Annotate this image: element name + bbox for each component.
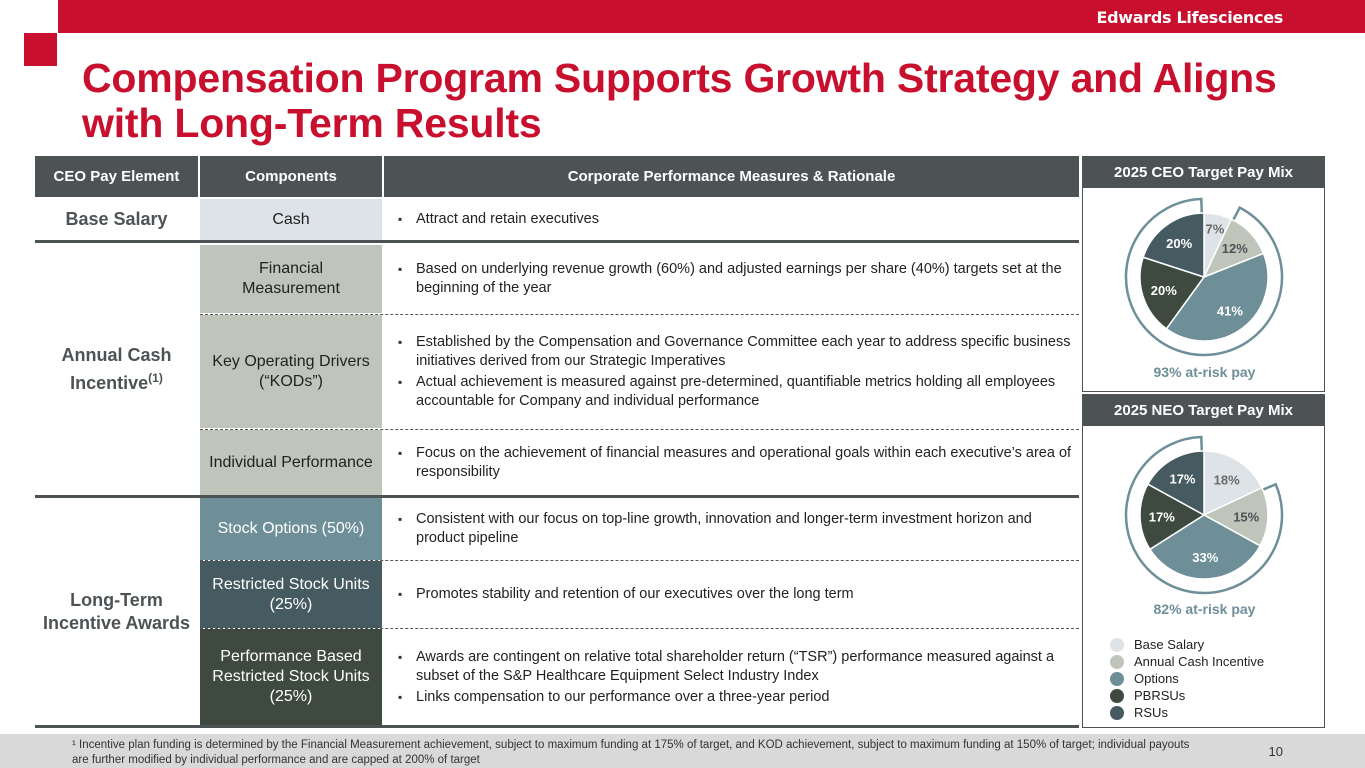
bullet-text: ▪ Actual achievement is measured against pre-determined, quantifiable metrics holding all employees accountable for Company and individual performance	[398, 373, 1078, 411]
desc-rsus	[398, 561, 1078, 628]
bullet-text: ▪ Promotes stability and retention of our executives over the long term	[398, 585, 854, 604]
legend-swatch	[1110, 689, 1124, 703]
ceo-pay-mix-pie	[1083, 157, 1326, 393]
row-divider	[35, 725, 1079, 728]
bullet-text: ▪ Links compensation to our performance over a three-year period	[398, 688, 1078, 707]
pie-label: 20%	[1150, 283, 1177, 299]
component-individual-performance: Individual Performance	[200, 430, 382, 495]
element-long-term: Long-Term Incentive Awards	[42, 589, 191, 633]
legend-label: RSUs	[1134, 705, 1168, 720]
legend-swatch	[1110, 638, 1124, 652]
legend-swatch	[1110, 672, 1124, 686]
element-annual-cash	[35, 243, 198, 495]
desc-financial-measurement	[398, 245, 1078, 313]
brand-name: Edwards Lifesciences	[1096, 8, 1283, 27]
desc-base-salary	[398, 199, 1078, 240]
pie-label: 33%	[1192, 550, 1219, 566]
header-pay-element: CEO Pay Element	[35, 156, 198, 197]
bullet-text: ▪ Based on underlying revenue growth (60%) and adjusted earnings per share (40%) targets set at the beginning of the year	[398, 260, 1078, 298]
footnote-ref: (1)	[148, 370, 163, 385]
component-cash: Cash	[200, 199, 382, 240]
legend-label: Options	[1134, 671, 1179, 686]
pay-mix-legend	[1110, 636, 1264, 721]
legend-label: Base Salary	[1134, 637, 1205, 652]
pie-label: 18%	[1213, 472, 1240, 488]
desc-pbrsus	[398, 629, 1078, 725]
legend-label: PBRSUs	[1134, 688, 1186, 703]
table-header	[35, 156, 1079, 197]
pie-label: 17%	[1148, 509, 1175, 525]
bullet-text: ▪ Focus on the achievement of financial measures and operational goals within each executive’s area of responsibility	[398, 444, 1078, 482]
pie-label: 41%	[1216, 303, 1243, 319]
bullet-text: ▪ Consistent with our focus on top-line growth, innovation and longer-term investment horizon and product pipeline	[398, 510, 1078, 548]
footnote: ¹ Incentive plan funding is determined by the Financial Measurement achievement, subject to maximum funding at 175% of target, and KOD achievement, subject to maximum funding at 150% of target; individual payouts are further modified by individual performance and are capped at 200% of target	[72, 739, 1190, 766]
pie-label: 17%	[1169, 471, 1196, 487]
neo-pay-mix-pie	[1083, 395, 1326, 631]
neo-at-risk-label: 82% at-risk pay	[1153, 601, 1256, 617]
pie-label: 20%	[1166, 235, 1193, 251]
page-number: 10	[1268, 744, 1283, 759]
legend-item	[1110, 636, 1264, 653]
legend-label: Annual Cash Incentive	[1134, 654, 1265, 669]
component-rsus: Restricted Stock Units (25%)	[200, 561, 382, 628]
bullet-text: ▪ Awards are contingent on relative total shareholder return (“TSR”) performance measured against a subset of the S&P Healthcare Equipment Select Industry Index	[398, 648, 1078, 686]
bullet-text: ▪ Established by the Compensation and Governance Committee each year to address specific business initiatives derived from our Strategic Imperatives	[398, 333, 1078, 371]
component-kods: Key Operating Drivers (“KODs”)	[200, 315, 382, 428]
component-financial-measurement: Financial Measurement	[200, 245, 382, 313]
page-title: Compensation Program Supports Growth Strategy and Aligns with Long-Term Results	[82, 55, 1277, 146]
pie-label: 7%	[1205, 221, 1225, 237]
accent-square	[24, 33, 57, 66]
header-components: Components	[200, 156, 382, 197]
bullet-text: ▪ Attract and retain executives	[398, 210, 599, 229]
pie-label: 15%	[1233, 509, 1260, 525]
header-measures: Corporate Performance Measures & Rationale	[384, 156, 1079, 197]
brand-bar	[58, 0, 1365, 33]
legend-item	[1110, 670, 1264, 687]
legend-item	[1110, 653, 1264, 670]
element-base-salary: Base Salary	[65, 209, 168, 229]
ceo-pay-mix-title: 2025 CEO Target Pay Mix	[1083, 157, 1324, 188]
legend-item	[1110, 687, 1264, 704]
ceo-pay-mix-panel	[1082, 156, 1325, 392]
annual-cash-label: Annual Cash Incentive	[61, 344, 172, 393]
component-stock-options: Stock Options (50%)	[200, 498, 382, 560]
desc-kods	[398, 315, 1078, 428]
component-pbrsus: Performance Based Restricted Stock Units (25%)	[200, 629, 382, 725]
neo-pay-mix-title: 2025 NEO Target Pay Mix	[1083, 395, 1324, 426]
pie-label: 12%	[1221, 241, 1248, 257]
legend-swatch	[1110, 655, 1124, 669]
desc-stock-options	[398, 498, 1078, 560]
ceo-at-risk-label: 93% at-risk pay	[1153, 364, 1256, 380]
desc-individual-performance	[398, 430, 1078, 495]
legend-item	[1110, 704, 1264, 721]
legend-swatch	[1110, 706, 1124, 720]
